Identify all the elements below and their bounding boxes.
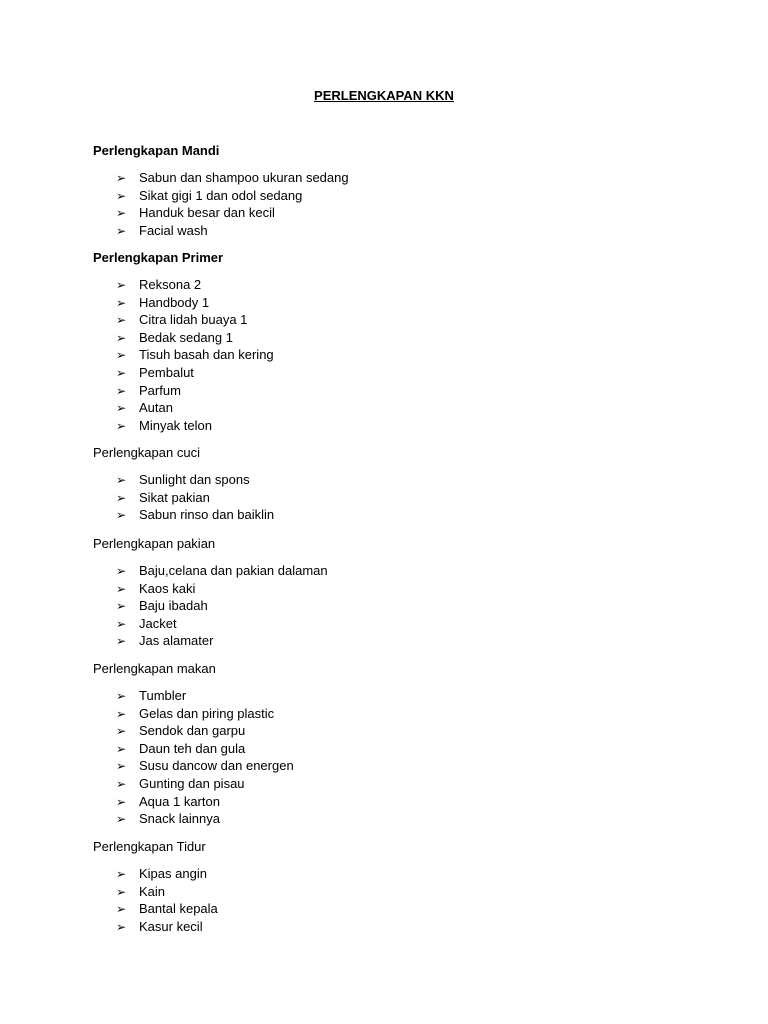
arrow-bullet-icon: ➢ (116, 188, 127, 203)
list-item-label: Baju ibadah (139, 598, 208, 614)
section-heading: Perlengkapan makan (93, 661, 216, 676)
list-item-label: Sabun dan shampoo ukuran sedang (139, 170, 349, 185)
list-item-label: Sunlight dan spons (139, 472, 250, 487)
list-item (116, 311, 247, 329)
list-item-label: Snack lainnya (139, 811, 220, 827)
arrow-bullet-icon: ➢ (116, 884, 127, 899)
list-item (116, 399, 173, 417)
list-item (116, 722, 245, 740)
list-item-label: Handuk besar dan kecil (139, 205, 275, 221)
arrow-bullet-icon: ➢ (116, 206, 127, 221)
list-item (116, 329, 233, 347)
list-item (116, 757, 294, 775)
list-item-label: Pembalut (139, 365, 194, 380)
list-item (116, 580, 195, 598)
list-item-label: Kaos kaki (139, 580, 196, 596)
list-item (116, 705, 274, 723)
list-item (116, 382, 181, 400)
document-title: PERLENGKAPAN KKN (314, 88, 454, 103)
arrow-bullet-icon: ➢ (116, 348, 127, 363)
list-item (116, 865, 207, 883)
list-item-label: Susu dancow dan energen (139, 758, 294, 774)
list-item-label: Baju,celana dan pakian dalaman (139, 563, 328, 578)
list-item-label: Jacket (139, 615, 177, 631)
list-item-label: Handbody 1 (139, 294, 210, 310)
list-item (116, 471, 250, 489)
list-item-label: Citra lidah buaya 1 (139, 312, 248, 328)
list-item (116, 506, 274, 524)
arrow-bullet-icon: ➢ (116, 867, 127, 881)
section-heading: Perlengkapan pakian (93, 536, 216, 551)
arrow-bullet-icon: ➢ (116, 223, 127, 238)
list-item (116, 294, 209, 312)
list-item (116, 615, 177, 633)
list-item-label: Tumbler (139, 688, 187, 703)
arrow-bullet-icon: ➢ (116, 724, 127, 739)
list-item-label: Sikat pakian (139, 489, 210, 505)
list-item (116, 169, 349, 187)
list-item (116, 632, 213, 650)
arrow-bullet-icon: ➢ (116, 634, 127, 649)
list-item (116, 204, 275, 222)
section-heading: Perlengkapan Tidur (93, 839, 206, 854)
list-item (116, 793, 220, 811)
section-heading: Perlengkapan cuci (93, 445, 200, 460)
list-item-label: Bedak sedang 1 (139, 329, 233, 345)
arrow-bullet-icon: ➢ (116, 581, 127, 596)
list-item-label: Gelas dan piring plastic (139, 705, 275, 721)
list-item (116, 187, 302, 205)
list-item-label: Bantal kepala (139, 901, 218, 917)
list-item-label: Kain (139, 883, 166, 899)
arrow-bullet-icon: ➢ (116, 706, 127, 721)
arrow-bullet-icon: ➢ (116, 794, 127, 809)
list-item (116, 775, 245, 793)
arrow-bullet-icon: ➢ (116, 295, 127, 310)
section-heading: Perlengkapan Primer (93, 250, 224, 265)
arrow-bullet-icon: ➢ (116, 366, 127, 380)
list-item-label: Autan (139, 400, 173, 416)
list-item (116, 417, 212, 435)
list-item (116, 740, 245, 758)
list-item (116, 597, 208, 615)
arrow-bullet-icon: ➢ (116, 278, 127, 292)
list-item-label: Sabun rinso dan baiklin (139, 507, 275, 523)
list-item-label: Reksona 2 (139, 277, 202, 292)
arrow-bullet-icon: ➢ (116, 564, 127, 578)
list-item-label: Aqua 1 karton (139, 793, 220, 809)
list-item-label: Jas alamater (139, 633, 214, 649)
arrow-bullet-icon: ➢ (116, 599, 127, 614)
list-item-label: Kasur kecil (139, 918, 203, 934)
list-item (116, 364, 194, 382)
arrow-bullet-icon: ➢ (116, 616, 127, 631)
list-item-label: Facial wash (139, 222, 208, 238)
arrow-bullet-icon: ➢ (116, 490, 127, 505)
arrow-bullet-icon: ➢ (116, 418, 127, 433)
list-item-label: Sikat gigi 1 dan odol sedang (139, 187, 303, 203)
list-item-label: Gunting dan pisau (139, 776, 245, 791)
list-item (116, 346, 274, 364)
arrow-bullet-icon: ➢ (116, 902, 127, 917)
arrow-bullet-icon: ➢ (116, 171, 127, 185)
arrow-bullet-icon: ➢ (116, 383, 127, 398)
arrow-bullet-icon: ➢ (116, 777, 127, 791)
arrow-bullet-icon: ➢ (116, 508, 127, 523)
list-item (116, 918, 203, 936)
section-heading: Perlengkapan Mandi (93, 143, 220, 158)
list-item (116, 687, 186, 705)
list-item (116, 276, 201, 294)
list-item (116, 883, 165, 901)
list-item-label: Daun teh dan gula (139, 740, 246, 756)
arrow-bullet-icon: ➢ (116, 759, 127, 774)
list-item (116, 489, 210, 507)
arrow-bullet-icon: ➢ (116, 401, 127, 416)
arrow-bullet-icon: ➢ (116, 330, 127, 345)
list-item-label: Sendok dan garpu (139, 723, 246, 739)
arrow-bullet-icon: ➢ (116, 741, 127, 756)
arrow-bullet-icon: ➢ (116, 689, 127, 703)
list-item (116, 900, 218, 918)
list-item-label: Minyak telon (139, 417, 212, 433)
list-item (116, 222, 208, 240)
arrow-bullet-icon: ➢ (116, 812, 127, 827)
list-item-label: Parfum (139, 382, 181, 398)
list-item (116, 810, 220, 828)
arrow-bullet-icon: ➢ (116, 919, 127, 934)
arrow-bullet-icon: ➢ (116, 313, 127, 328)
list-item-label: Kipas angin (139, 866, 207, 881)
arrow-bullet-icon: ➢ (116, 473, 127, 487)
list-item-label: Tisuh basah dan kering (139, 347, 274, 363)
list-item (116, 562, 328, 580)
